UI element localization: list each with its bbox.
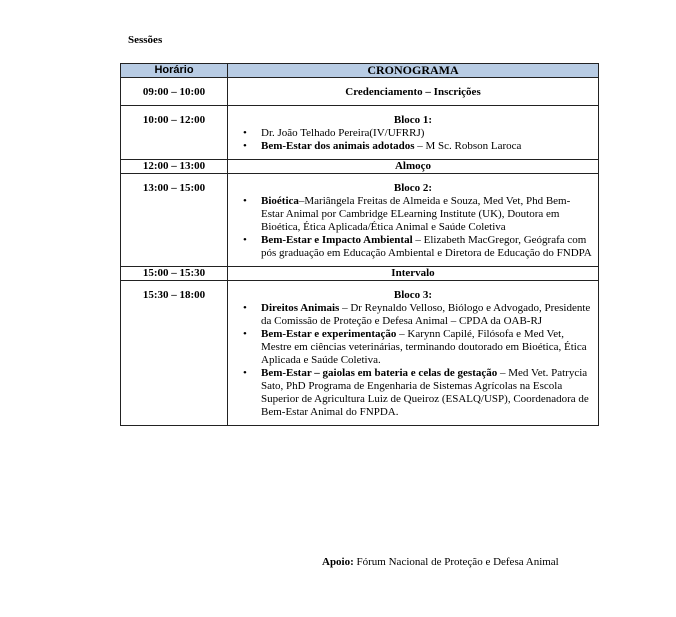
bullet-icon: •: [243, 367, 247, 379]
table-header-row: [121, 64, 599, 78]
bullet-icon: •: [243, 127, 247, 139]
schedule-cell: [228, 267, 599, 281]
bullet-icon: •: [243, 234, 247, 246]
bullet-icon: •: [243, 302, 247, 314]
time-text: 13:00 – 15:00: [142, 182, 206, 194]
schedule-table: [120, 63, 599, 426]
time-cell: [121, 78, 228, 106]
sponsor-footer: [322, 556, 559, 568]
time-text: 09:00 – 10:00: [142, 86, 206, 98]
list-item: • Bem-Estar – gaiolas em bateria e celas de gestação – Med Vet. Patrycia Sato, PhD Programa de Engenharia de Sistemas Agrícolas na Escola Superior de Agricultura Luiz de Queiroz (ESALQ/USP), Coordenadora de Bem-Estar Animal do FNPDA.: [243, 367, 589, 418]
table-row: [121, 160, 599, 174]
session-title: Intervalo: [391, 267, 435, 279]
session-title: Credenciamento – Inscrições: [345, 86, 481, 98]
time-cell: [121, 267, 228, 281]
table-row: [121, 267, 599, 281]
speaker-list: [228, 127, 598, 153]
block-title: Bloco 2:: [393, 182, 433, 194]
table-row: [121, 106, 599, 160]
schedule-cell: [228, 106, 599, 160]
section-heading: Sessões: [128, 34, 163, 46]
time-text: 12:00 – 13:00: [142, 160, 206, 172]
column-header-schedule: CRONOGRAMA: [228, 64, 599, 78]
time-cell: [121, 160, 228, 174]
table-row: [121, 78, 599, 106]
block-title: Bloco 3:: [393, 289, 433, 301]
time-text: 15:30 – 18:00: [142, 289, 206, 301]
list-item: • Dr. João Telhado Pereira(IV/UFRRJ): [243, 127, 425, 139]
session-title: Almoço: [394, 160, 432, 172]
list-item: • Bem-Estar dos animais adotados – M Sc. Robson Laroca: [243, 140, 522, 152]
speaker-list: [228, 302, 598, 419]
table-row: [121, 281, 599, 426]
bullet-icon: •: [243, 328, 247, 340]
time-cell: [121, 106, 228, 160]
footer-label: Apoio:: [322, 556, 354, 568]
list-item: • Bioética–Mariângela Freitas de Almeida e Souza, Med Vet, Phd Bem-Estar Animal por Cambridge ELearning Institute (UK), Doutora em Bioética, Ética Aplicada/Ética Animal e Saúde Coletiva: [243, 195, 571, 233]
bullet-icon: •: [243, 140, 247, 152]
time-text: 10:00 – 12:00: [142, 114, 206, 126]
time-cell: [121, 174, 228, 267]
time-cell: [121, 281, 228, 426]
bullet-icon: •: [243, 195, 247, 207]
footer-text: Fórum Nacional de Proteção e Defesa Animal: [353, 556, 559, 568]
list-item: • Bem-Estar e experimentação – Karynn Capilé, Filósofa e Med Vet, Mestre em ciências veterinárias, terminando doutorado em Bioética, Ética Aplicada e Saúde Coletiva.: [243, 328, 587, 366]
schedule-cell: [228, 78, 599, 106]
schedule-cell: [228, 281, 599, 426]
column-header-time: Horário: [121, 64, 228, 78]
time-text: 15:00 – 15:30: [142, 267, 206, 279]
list-item: • Direitos Animais – Dr Reynaldo Velloso, Biólogo e Advogado, Presidente da Comissão de Proteção e Defesa Animal – CPDA da OAB-RJ: [243, 302, 591, 327]
list-item: • Bem-Estar e Impacto Ambiental – Elizabeth MacGregor, Geógrafa com pós graduação em Educação Ambiental e Diretora de Educação do FNDPA: [243, 234, 592, 259]
block-title: Bloco 1:: [393, 114, 433, 126]
speaker-list: [228, 195, 598, 260]
table-row: [121, 174, 599, 267]
schedule-cell: [228, 160, 599, 174]
schedule-cell: [228, 174, 599, 267]
